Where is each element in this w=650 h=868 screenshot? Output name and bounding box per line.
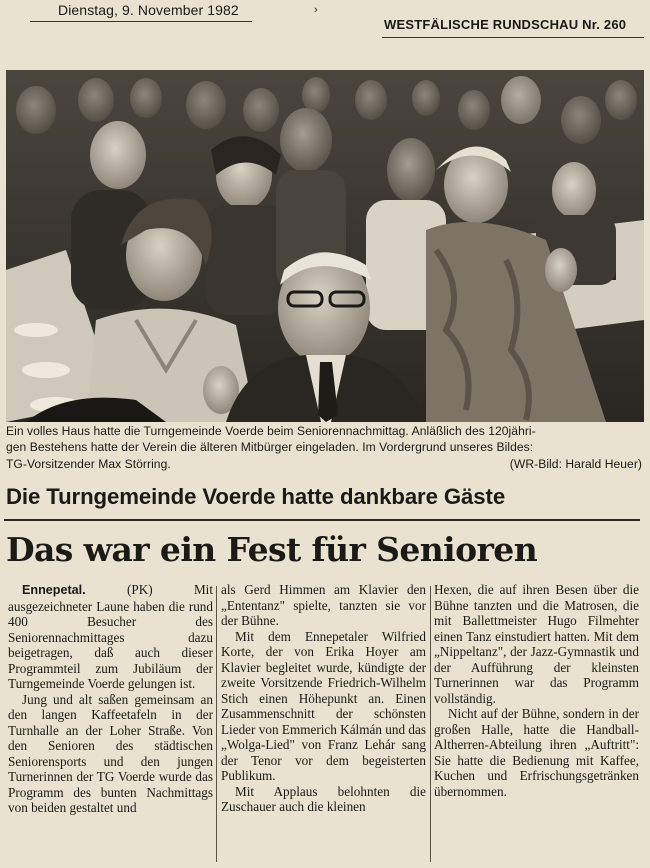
- photo-caption: [6, 423, 646, 472]
- photo-credit: (WR-Bild: Harald Heuer): [509, 456, 642, 471]
- caption-line-3: [6, 456, 646, 472]
- issue-date: Dienstag, 9. November 1982: [58, 2, 239, 18]
- photo-crowd-illustration: [6, 70, 644, 422]
- fold-mark: ›: [314, 4, 318, 16]
- article-column-2: [221, 582, 426, 815]
- kicker-headline: Die Turngemeinde Voerde hatte dankbare Gäste: [6, 484, 506, 509]
- article-column-1: [8, 582, 213, 816]
- dateline: Ennepetal.: [22, 583, 86, 597]
- col2-paragraph-1: als Gerd Himmen am Klavier den „Ententanz" spielte, tanzten sie vor der Bühne.: [221, 582, 426, 628]
- col1-paragraph-1: [8, 582, 213, 692]
- col3-paragraph-1: Hexen, die auf ihren Besen über die Bühne tanzten und die Matrosen, die mit Ballettmeister Hugo Filmehter einen Tanz einstudiert hatten. Mit dem „Nippeltanz", der Jazz-Gymnastik und der Aufführung der kleinsten Turnerinnen war das Programm vollständig.: [434, 582, 639, 706]
- news-photo: [6, 70, 644, 422]
- header-rule-right: [382, 37, 644, 38]
- column-divider-2: [430, 586, 431, 862]
- col2-paragraph-2: Mit dem Ennepetaler Wilfried Korte, der von Erika Hoyer am Klavier begleitet wurde, kündigte der zweite Vorsitzende Friedrich-Wilhelm Stich einen Höhepunkt an. Einen Zusammenschnitt der schönsten Lieder von Emmerich Kálmán und das „Wolga-Lied" von Franz Lehár sang der Tenor vor dem begeisterten Publikum.: [221, 628, 426, 783]
- column-divider-1: [216, 586, 217, 862]
- col2-paragraph-3: Mit Applaus belohnten die Zuschauer auch die kleinen: [221, 783, 426, 814]
- header-rule-left: [30, 21, 252, 22]
- col1-paragraph-2: Jung und alt saßen gemeinsam an den langen Kaffeetafeln in der Turnhalle an der Loher Straße. Von den Senioren des städtischen Seniorensports und den jungen Turnerinnen der TG Voerde wurde das Programm des bunten Nachmittags von beiden gestaltet und: [8, 691, 213, 815]
- caption-line-2: gen Bestehens hatte der Verein die älteren Mitbürger eingeladen. Im Vordergrund unseres Bildes:: [6, 440, 534, 455]
- col1-paragraph-1-text: (PK) Mit ausgezeichneter Laune haben die rund 400 Besucher des Seniorennachmittages dazu beigetragen, daß auch dieser Programmteil zum Jubiläum der Turngemeinde Voerde gelungen ist.: [8, 582, 213, 691]
- kicker-rule: [4, 519, 640, 521]
- col3-paragraph-2: Nicht auf der Bühne, sondern in der großen Halle, hatte die Handball-Altherren-Abteilung ihren „Auftritt": Sie hatte die Bedienung mit Kaffee, Kuchen und Erfrischungsgetränken übernommen.: [434, 706, 639, 799]
- article-column-3: [434, 582, 639, 799]
- main-headline: Das war ein Fest für Senioren: [6, 530, 538, 569]
- caption-line-1: Ein volles Haus hatte die Turngemeinde Voerde beim Seniorennachmittag. Anläßlich des 120jähri-: [6, 424, 536, 438]
- newspaper-masthead: WESTFÄLISCHE RUNDSCHAU Nr. 260: [384, 17, 627, 32]
- caption-line-3-text: TG-Vorsitzender Max Störring.: [6, 456, 171, 471]
